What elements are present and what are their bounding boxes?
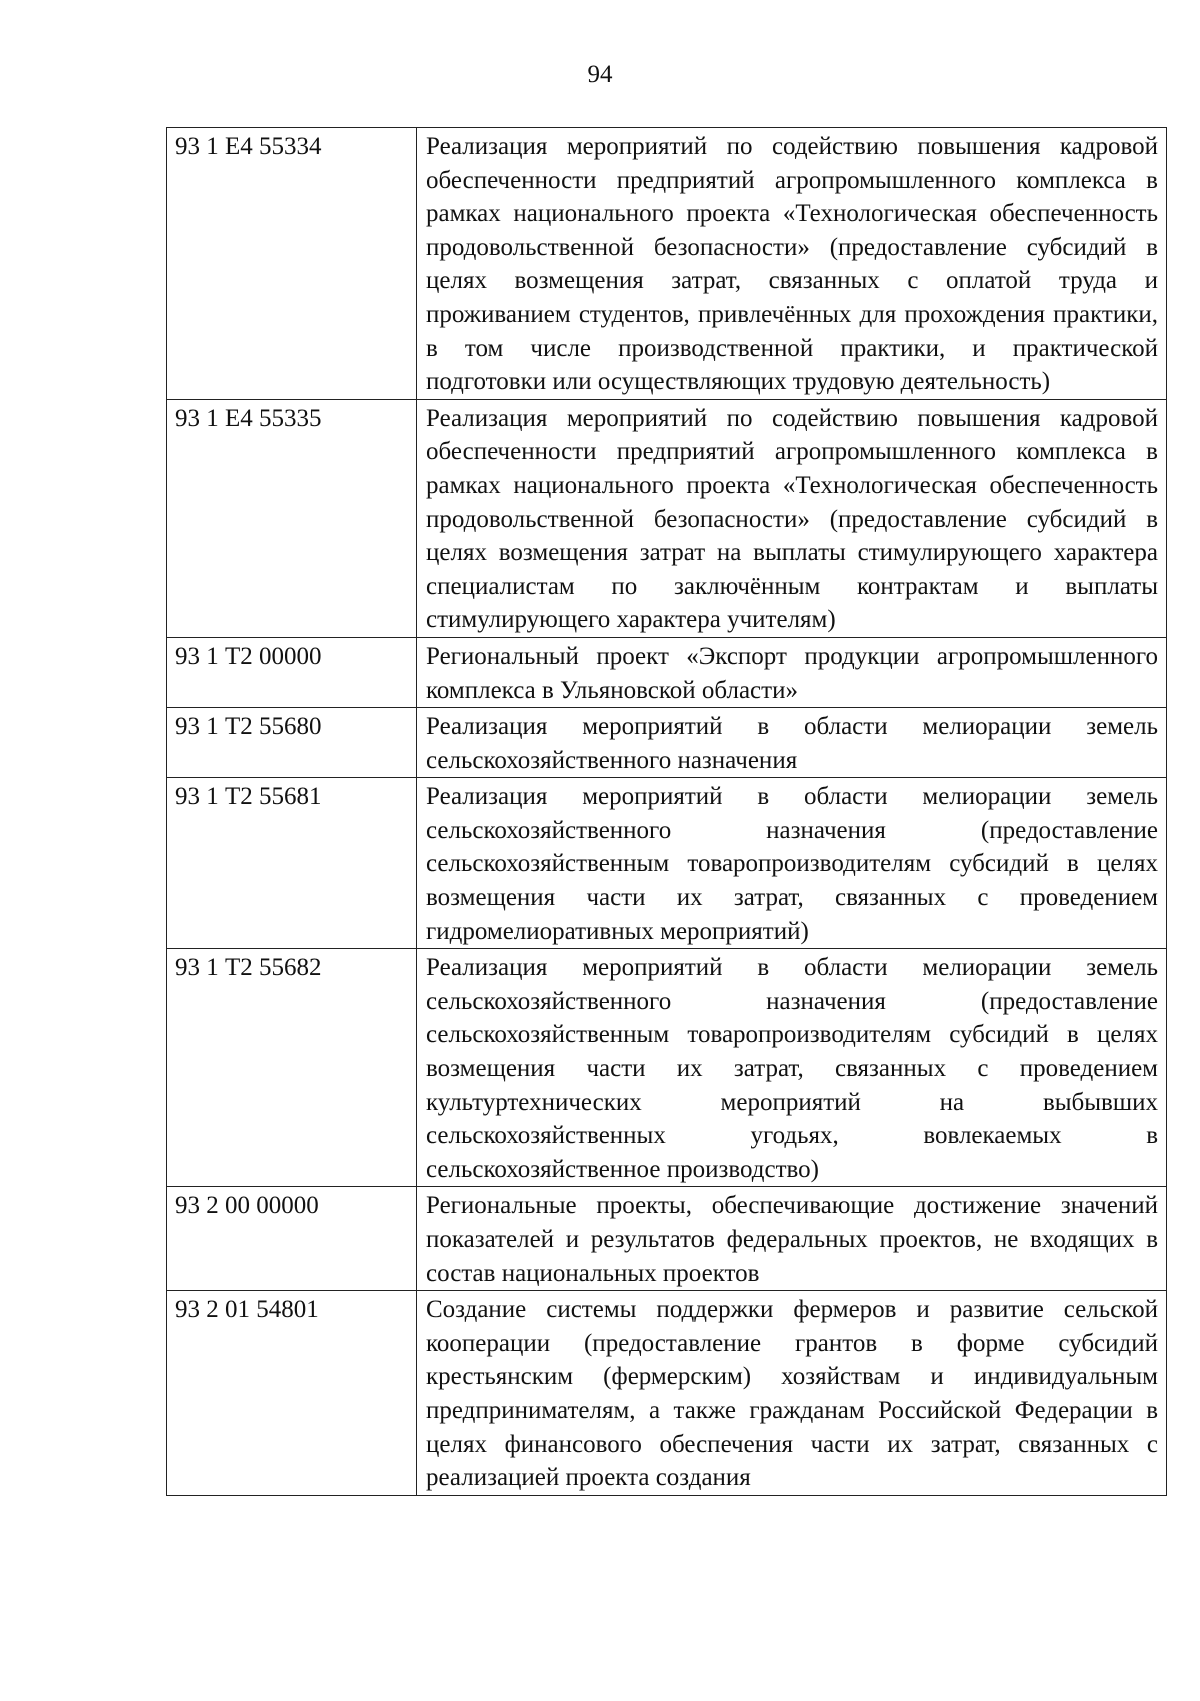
row-description: Реализация мероприятий в области мелиорации земель сельскохозяйственного назначения <box>417 708 1167 778</box>
table-row <box>167 1187 1167 1291</box>
row-code: 93 1 Т2 55680 <box>167 708 417 778</box>
table-row <box>167 949 1167 1187</box>
table-row <box>167 708 1167 778</box>
row-description: Региональный проект «Экспорт продукции агропромышленного комплекса в Ульяновской области» <box>417 637 1167 707</box>
row-code: 93 1 Т2 55681 <box>167 778 417 949</box>
row-code: 93 1 Т2 00000 <box>167 637 417 707</box>
table-row <box>167 637 1167 707</box>
table-body <box>167 128 1167 1496</box>
budget-classification-table <box>166 127 1167 1496</box>
row-description: Реализация мероприятий по содействию повышения кадровой обеспеченности предприятий агропромышленного комплекса в рамках национального проекта «Технологическая обеспеченность продовольственной безопасности» (предоставление субсидий в целях возмещения затрат, связанных с оплатой труда и проживанием студентов, привлечённых для прохождения практики, в том числе производственной практики, и практической подготовки или осуществляющих трудовую деятельность) <box>417 128 1167 400</box>
row-code: 93 1 E4 55335 <box>167 399 417 637</box>
table-row <box>167 1291 1167 1496</box>
row-code: 93 2 00 00000 <box>167 1187 417 1291</box>
table-row <box>167 399 1167 637</box>
page-number: 94 <box>587 61 613 88</box>
row-description: Создание системы поддержки фермеров и развитие сельской кооперации (предоставление грантов в форме субсидий крестьянским (фермерским) хозяйствам и индивидуальным предпринимателям, а также гражданам Российской Федерации в целях финансового обеспечения части их затрат, связанных с реализацией проекта создания <box>417 1291 1167 1496</box>
row-description: Реализация мероприятий в области мелиорации земель сельскохозяйственного назначения (предоставление сельскохозяйственным товаропроизводителям субсидий в целях возмещения части их затрат, связанных с проведением гидромелиоративных мероприятий) <box>417 778 1167 949</box>
row-code: 93 1 E4 55334 <box>167 128 417 400</box>
table-row <box>167 128 1167 400</box>
row-code: 93 2 01 54801 <box>167 1291 417 1496</box>
row-description: Реализация мероприятий по содействию повышения кадровой обеспеченности предприятий агропромышленного комплекса в рамках национального проекта «Технологическая обеспеченность продовольственной безопасности» (предоставление субсидий в целях возмещения затрат на выплаты стимулирующего характера специалистам по заключённым контрактам и выплаты стимулирующего характера учителям) <box>417 399 1167 637</box>
table-row <box>167 778 1167 949</box>
row-description: Реализация мероприятий в области мелиорации земель сельскохозяйственного назначения (предоставление сельскохозяйственным товаропроизводителям субсидий в целях возмещения части их затрат, связанных с проведением культуртехнических мероприятий на выбывших сельскохозяйственных угодьях, вовлекаемых в сельскохозяйственное производство) <box>417 949 1167 1187</box>
row-description: Региональные проекты, обеспечивающие достижение значений показателей и результатов федеральных проектов, не входящих в состав национальных проектов <box>417 1187 1167 1291</box>
row-code: 93 1 Т2 55682 <box>167 949 417 1187</box>
